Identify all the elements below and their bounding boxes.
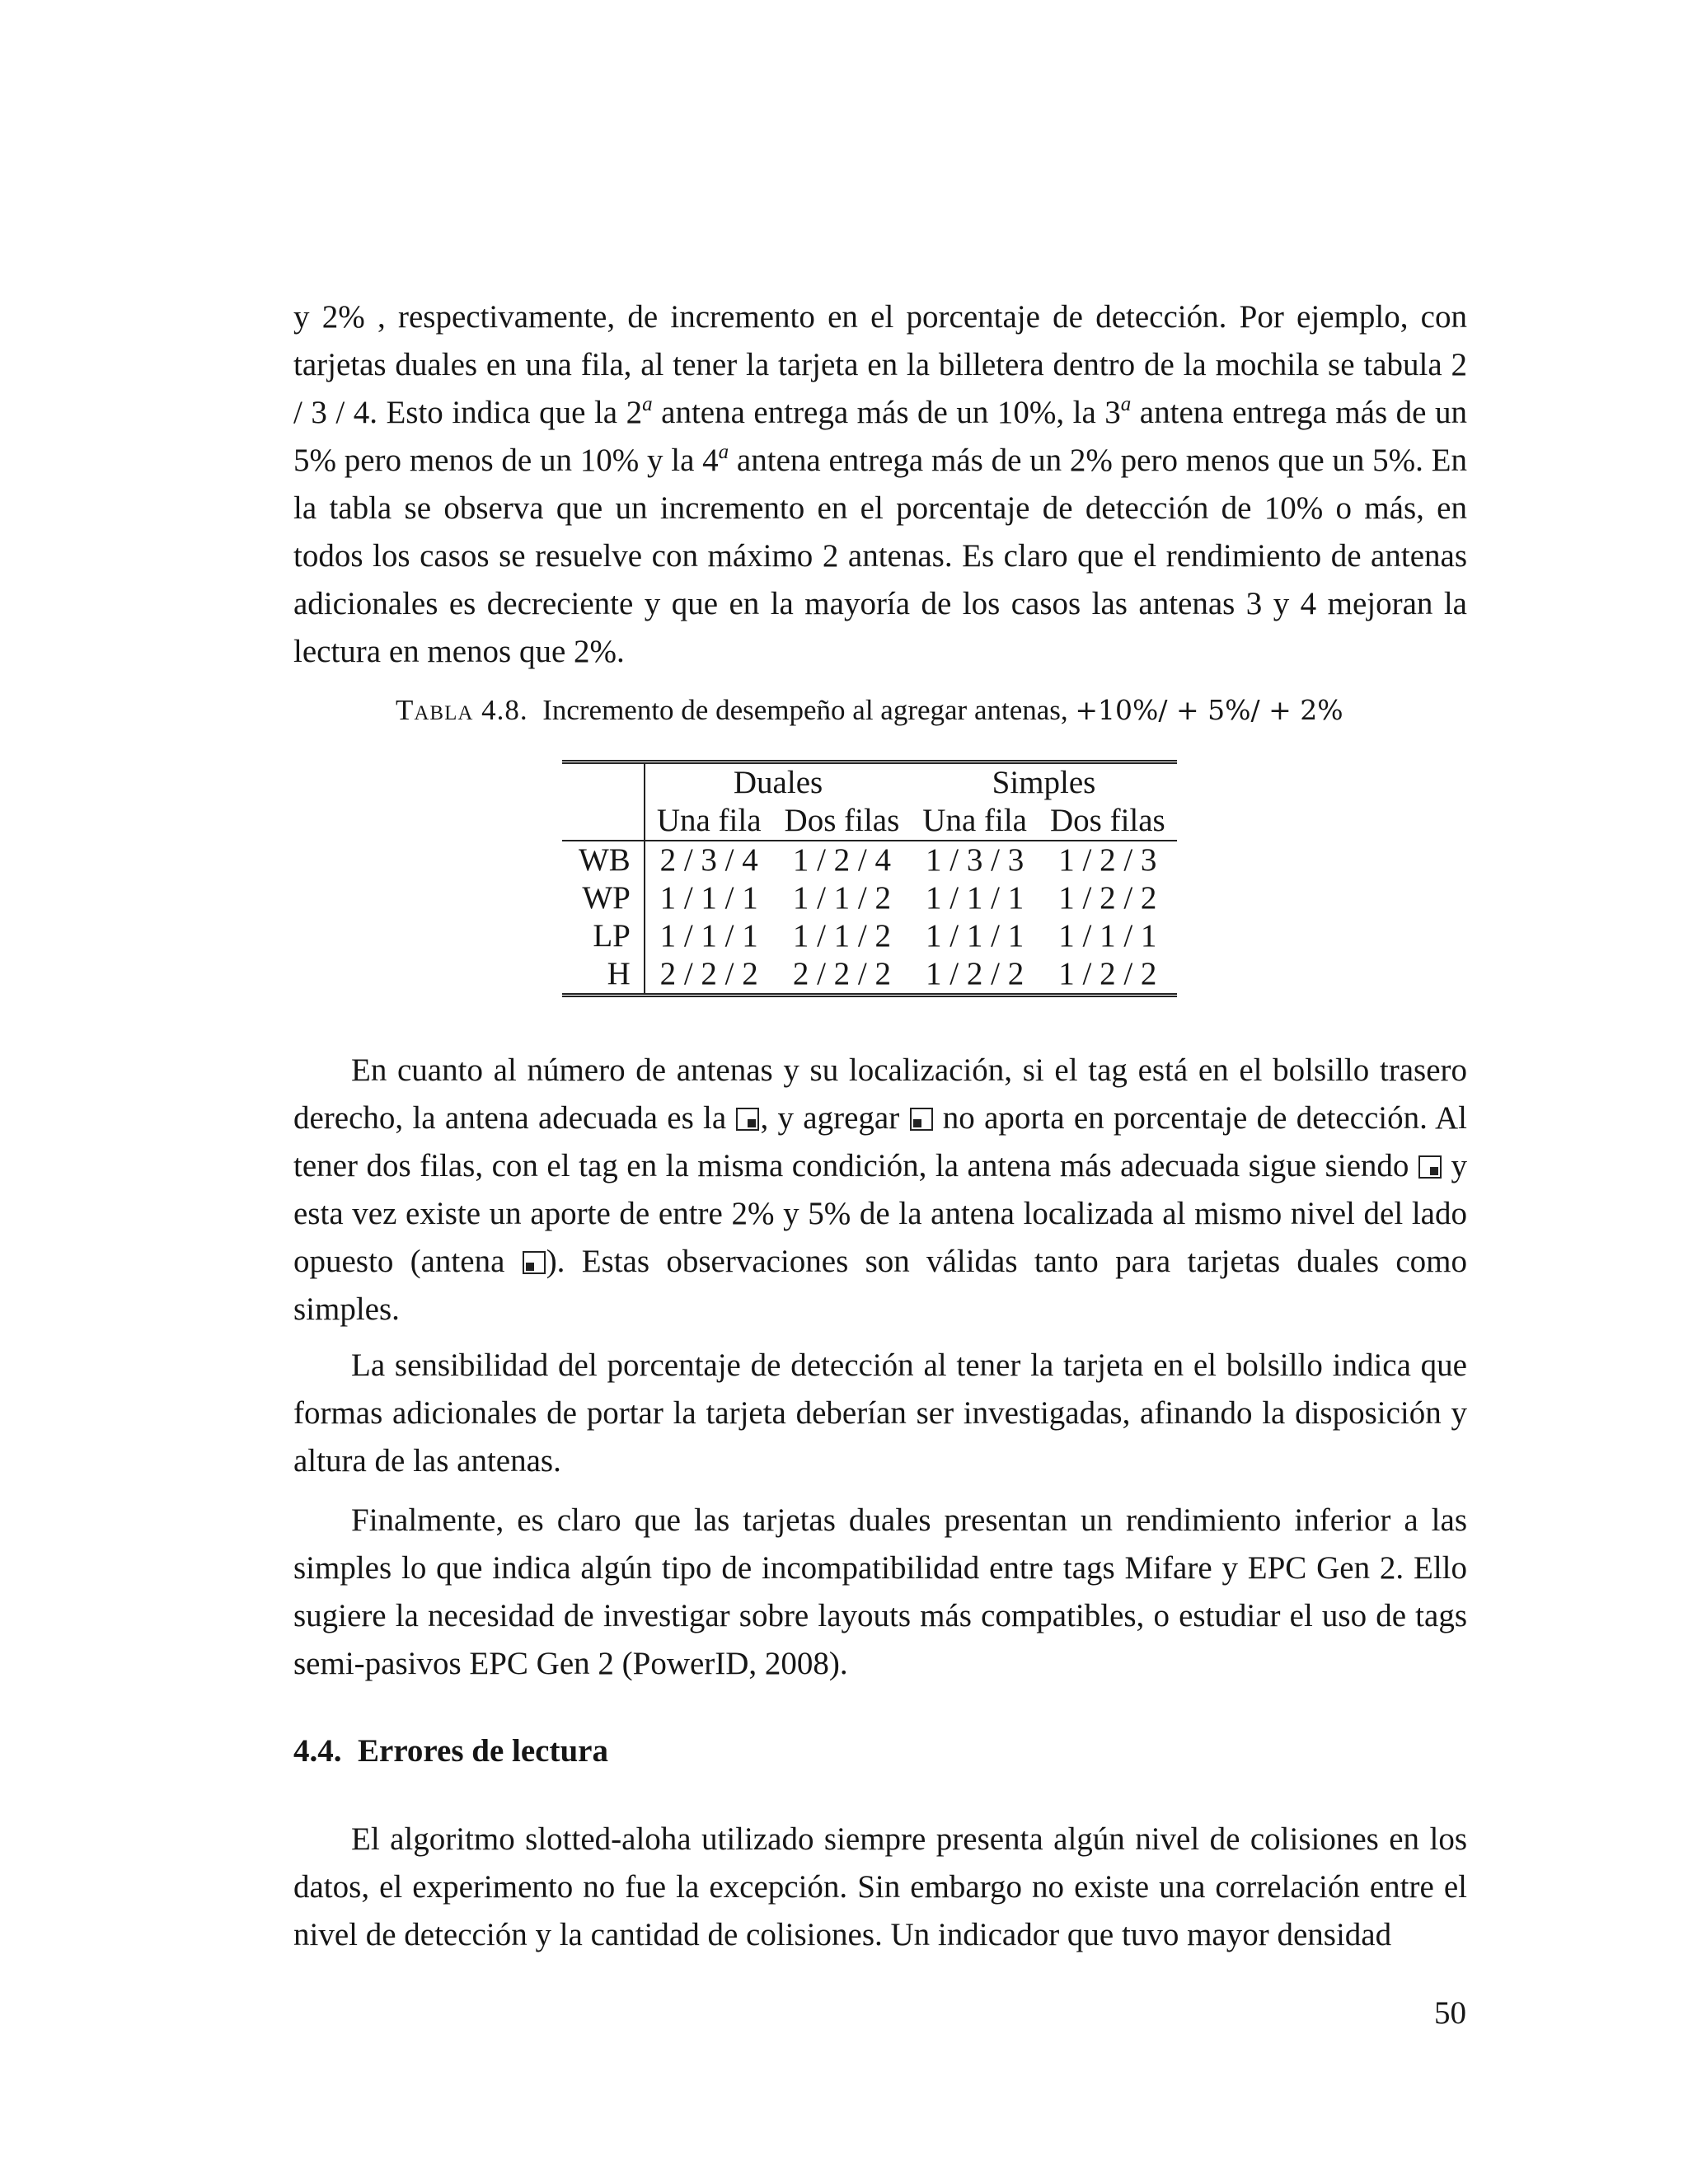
superscript-a: a [718, 441, 729, 463]
antenna-bottom-left-icon [523, 1251, 546, 1274]
table-group-header-row [562, 762, 1177, 803]
paragraph-2-text-b: , y agregar [760, 1100, 909, 1136]
row-label: LP [562, 917, 645, 955]
sub-header: Dos filas [1039, 802, 1177, 841]
table-caption [396, 691, 1385, 730]
table-row [562, 879, 1177, 917]
paragraph-2-text-e: ). Estas observaciones son válidas tanto para tarjetas duales como simples. [293, 1244, 1468, 1327]
paragraph-4: Finalmente, es claro que las tarjetas duales presentan un rendimiento inferior a las simples lo que indica algún tipo de incompatibilidad entre tags Mifare y EPC Gen 2. Ello sugiere la necesidad de investigar sobre layouts más compatibles, o estudiar el uso de tags semi-pasivos EPC Gen 2 (PowerID, 2008). [293, 1502, 1467, 1681]
paragraph-1-text-c: antena entrega más de un 5% pero menos de un 10% y la 4 [293, 395, 1467, 478]
table-caption-text: Incremento de desempeño al agregar antenas, [542, 694, 1068, 726]
table-row [562, 955, 1177, 996]
sub-header: Una fila [911, 802, 1039, 841]
paragraph-3: La sensibilidad del porcentaje de detección al tener la tarjeta en el bolsillo indica que formas adicionales de portar la tarjeta deberían ser investigadas, afinando la disposición y altura de las antenas. [293, 1347, 1467, 1479]
superscript-a: a [1120, 393, 1132, 415]
sub-header: Dos filas [773, 802, 912, 841]
group-header-simples: Simples [992, 765, 1096, 800]
table-cell: 1 / 2 / 2 [1058, 956, 1157, 991]
table-cell: 1 / 1 / 2 [792, 918, 891, 954]
table-corner-cell [562, 802, 645, 841]
paragraph-2-text-d: y esta vez existe un aporte de entre 2% y 5% de la antena localizada al mismo nivel del lado opuesto (antena [293, 1148, 1467, 1279]
table-caption-label: Tabla 4.8. [396, 694, 528, 726]
table-cell: 1 / 1 / 1 [1058, 918, 1157, 954]
table-cell: 1 / 1 / 1 [926, 918, 1025, 954]
paragraph-2-text-a: En cuanto al número de antenas y su localización, si el tag está en el bolsillo trasero derecho, la antena adecuada es la [293, 1052, 1467, 1136]
page-number: 50 [1434, 1995, 1466, 2031]
antenna-bottom-left-icon [910, 1108, 933, 1131]
section-heading [293, 1732, 608, 1769]
table-row [562, 841, 1177, 879]
table-cell: 1 / 2 / 3 [1058, 842, 1157, 878]
section-title: Errores de lectura [358, 1733, 608, 1769]
table-cell: 2 / 2 / 2 [792, 956, 891, 991]
table-cell: 1 / 3 / 3 [926, 842, 1025, 878]
table-cell: 1 / 1 / 1 [659, 918, 758, 954]
paragraph-2 [293, 1047, 1467, 1333]
results-table [562, 760, 1177, 997]
table-cell: 2 / 2 / 2 [659, 956, 758, 991]
paragraph-1-text-b: antena entrega más de un 10%, la 3 [652, 395, 1121, 430]
table-row [562, 917, 1177, 955]
table-cell: 2 / 3 / 4 [659, 842, 758, 878]
group-header-duales: Duales [733, 765, 823, 800]
paragraph-2-text-c: no aporta en porcentaje de detección. Al tener dos filas, con el tag en la misma condición, la antena más adecuada sigue siendo [293, 1100, 1467, 1183]
paragraph-1-text-d: antena entrega más de un 2% pero menos que un 5%. En la tabla se observa que un incremento en el porcentaje de detección de 10% o más, en todos los casos se resuelve con máximo 2 antenas. Es claro que el rendimiento de antenas adicionales es decreciente y que en la mayoría de los casos las antenas 3 y 4 mejoran la lectura en menos que 2%. [293, 443, 1467, 669]
paragraph-1 [293, 293, 1467, 676]
row-label: H [562, 955, 645, 996]
section-number: 4.4. [293, 1733, 342, 1769]
row-label: WB [562, 841, 645, 879]
table-cell: 1 / 1 / 1 [926, 880, 1025, 916]
antenna-bottom-right-icon [736, 1108, 759, 1131]
table-cell: 1 / 2 / 4 [792, 842, 891, 878]
sub-header: Una fila [645, 802, 773, 841]
table-cell: 1 / 2 / 2 [926, 956, 1025, 991]
table-caption-math: +10%/ + 5%/ + 2% [1075, 694, 1343, 726]
paragraph-1-text-a: y 2% , respectivamente, de incremento en el porcentaje de detección. Por ejemplo, con tarjetas duales en una fila, al tener la tarjeta en la billetera dentro de la mochila se tabula 2 / 3 / 4. Esto indica que la 2 [293, 299, 1467, 430]
table-cell: 1 / 1 / 1 [659, 880, 758, 916]
table-corner-cell [562, 762, 645, 803]
table-cell: 1 / 1 / 2 [792, 880, 891, 916]
superscript-a: a [642, 393, 653, 415]
table-sub-header-row [562, 802, 1177, 841]
antenna-bottom-right-icon [1418, 1155, 1442, 1179]
row-label: WP [562, 879, 645, 917]
paragraph-5: El algoritmo slotted-aloha utilizado siempre presenta algún nivel de colisiones en los datos, el experimento no fue la excepción. Sin embargo no existe una correlación entre el nivel de detección y la cantidad de colisiones. Un indicador que tuvo mayor densidad [293, 1821, 1467, 1952]
table-cell: 1 / 2 / 2 [1058, 880, 1157, 916]
